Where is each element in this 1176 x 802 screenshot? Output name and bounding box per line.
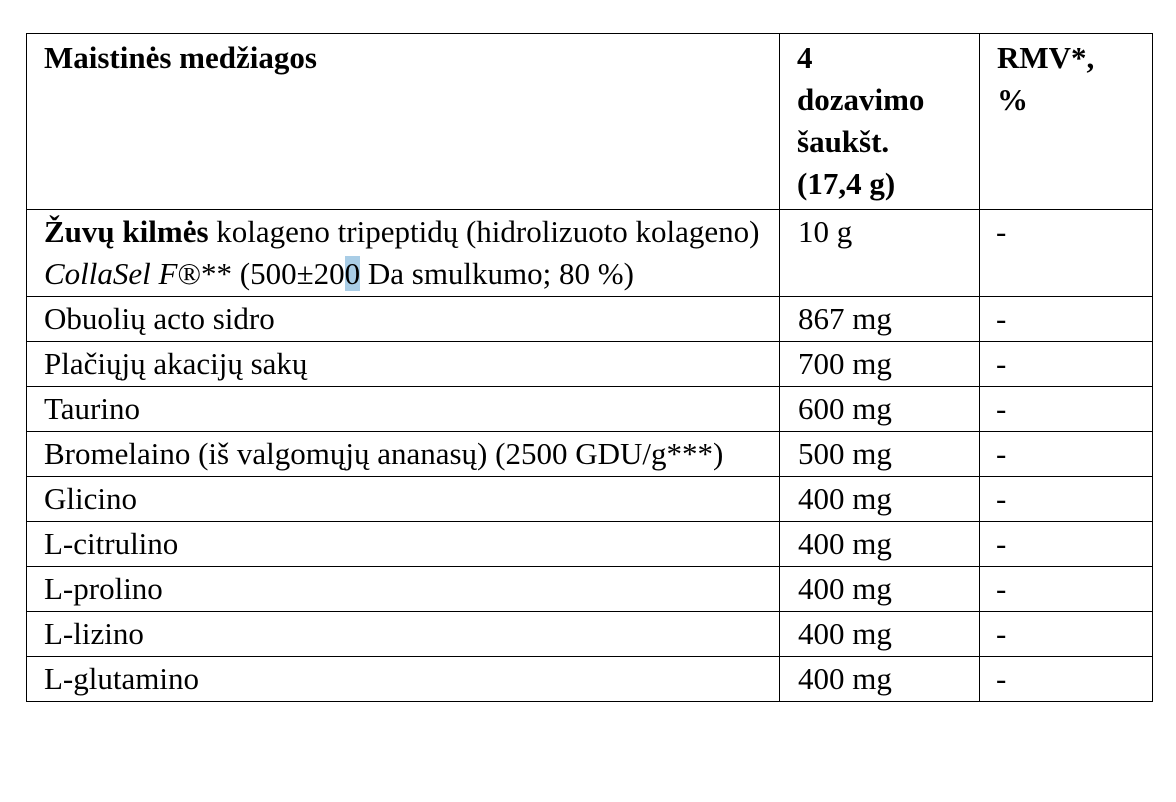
header-rmv[interactable]	[980, 34, 1153, 210]
table-row	[27, 387, 1153, 432]
ingredient-cell[interactable]	[27, 567, 780, 612]
rmv-value: -	[996, 391, 1007, 426]
ingredient-text: kolageno tripeptidų (hidrolizuoto kolageno)	[208, 214, 760, 249]
rmv-cell[interactable]	[980, 432, 1153, 477]
rmv-value: -	[996, 481, 1007, 516]
ingredient-text: Taurino	[44, 391, 140, 426]
rmv-cell[interactable]	[980, 342, 1153, 387]
rmv-cell[interactable]	[980, 612, 1153, 657]
header-rmv-line-2: %	[997, 82, 1028, 117]
ingredient-cell[interactable]	[27, 477, 780, 522]
amount-value: 400 mg	[798, 526, 892, 561]
header-rmv-line-1: RMV*,	[997, 40, 1095, 75]
ingredient-suffix-text: ®** (500±20	[177, 256, 345, 291]
ingredient-cell[interactable]	[27, 342, 780, 387]
amount-value: 400 mg	[798, 661, 892, 696]
rmv-value: -	[996, 301, 1007, 336]
amount-value: 600 mg	[798, 391, 892, 426]
rmv-value: -	[996, 661, 1007, 696]
header-ingredient[interactable]	[27, 34, 780, 210]
rmv-cell[interactable]	[980, 387, 1153, 432]
amount-cell[interactable]	[780, 657, 980, 702]
ingredient-tail-text: Da smulkumo; 80 %)	[360, 256, 634, 291]
ingredient-text: L-citrulino	[44, 526, 179, 561]
table-row	[27, 432, 1153, 477]
ingredient-italic-text: CollaSel F	[44, 256, 178, 291]
ingredient-text: L-glutamino	[44, 661, 199, 696]
ingredient-text: Plačiųjų akacijų sakų	[44, 346, 308, 381]
rmv-cell[interactable]	[980, 657, 1153, 702]
table-row	[27, 612, 1153, 657]
header-amount-line-2: dozavimo	[797, 82, 925, 117]
table-row	[27, 210, 1153, 297]
amount-value: 500 mg	[798, 436, 892, 471]
ingredient-bold-text: Žuvų kilmės	[44, 214, 209, 249]
amount-cell[interactable]	[780, 477, 980, 522]
amount-cell[interactable]	[780, 432, 980, 477]
rmv-value: -	[996, 214, 1007, 249]
amount-value: 10 g	[798, 214, 853, 249]
amount-cell[interactable]	[780, 612, 980, 657]
table-row	[27, 477, 1153, 522]
amount-cell[interactable]	[780, 567, 980, 612]
amount-value: 400 mg	[798, 616, 892, 651]
ingredient-text: Glicino	[44, 481, 137, 516]
ingredient-text: L-lizino	[44, 616, 144, 651]
rmv-value: -	[996, 346, 1007, 381]
header-amount-line-3: šaukšt.	[797, 124, 890, 159]
amount-value: 400 mg	[798, 571, 892, 606]
ingredient-cell[interactable]	[27, 657, 780, 702]
table-row	[27, 657, 1153, 702]
rmv-value: -	[996, 571, 1007, 606]
amount-cell[interactable]	[780, 387, 980, 432]
table-row	[27, 567, 1153, 612]
table-row	[27, 522, 1153, 567]
amount-cell[interactable]	[780, 522, 980, 567]
rmv-value: -	[996, 436, 1007, 471]
ingredient-text: Bromelaino (iš valgomųjų ananasų) (2500 GDU/g***)	[44, 436, 724, 471]
rmv-cell[interactable]	[980, 567, 1153, 612]
amount-cell[interactable]	[780, 210, 980, 297]
ingredient-cell[interactable]	[27, 387, 780, 432]
rmv-value: -	[996, 526, 1007, 561]
ingredient-cell[interactable]	[27, 522, 780, 567]
rmv-cell[interactable]	[980, 210, 1153, 297]
ingredient-cell[interactable]	[27, 432, 780, 477]
ingredient-cell[interactable]	[27, 297, 780, 342]
nutrition-table	[26, 33, 1153, 702]
amount-value: 700 mg	[798, 346, 892, 381]
rmv-value: -	[996, 616, 1007, 651]
amount-value: 400 mg	[798, 481, 892, 516]
rmv-cell[interactable]	[980, 297, 1153, 342]
text-selection[interactable]: 0	[344, 256, 361, 291]
table-row	[27, 297, 1153, 342]
ingredient-cell[interactable]	[27, 210, 780, 297]
ingredient-text: L-prolino	[44, 571, 163, 606]
header-amount[interactable]	[780, 34, 980, 210]
header-ingredient-label: Maistinės medžiagos	[44, 40, 317, 75]
ingredient-text: Obuolių acto sidro	[44, 301, 275, 336]
rmv-cell[interactable]	[980, 477, 1153, 522]
ingredient-cell[interactable]	[27, 612, 780, 657]
amount-cell[interactable]	[780, 342, 980, 387]
table-header-row	[27, 34, 1153, 210]
amount-value: 867 mg	[798, 301, 892, 336]
amount-cell[interactable]	[780, 297, 980, 342]
header-amount-line-4: (17,4 g)	[797, 166, 896, 201]
rmv-cell[interactable]	[980, 522, 1153, 567]
header-amount-line-1: 4	[797, 40, 813, 75]
table-row	[27, 342, 1153, 387]
